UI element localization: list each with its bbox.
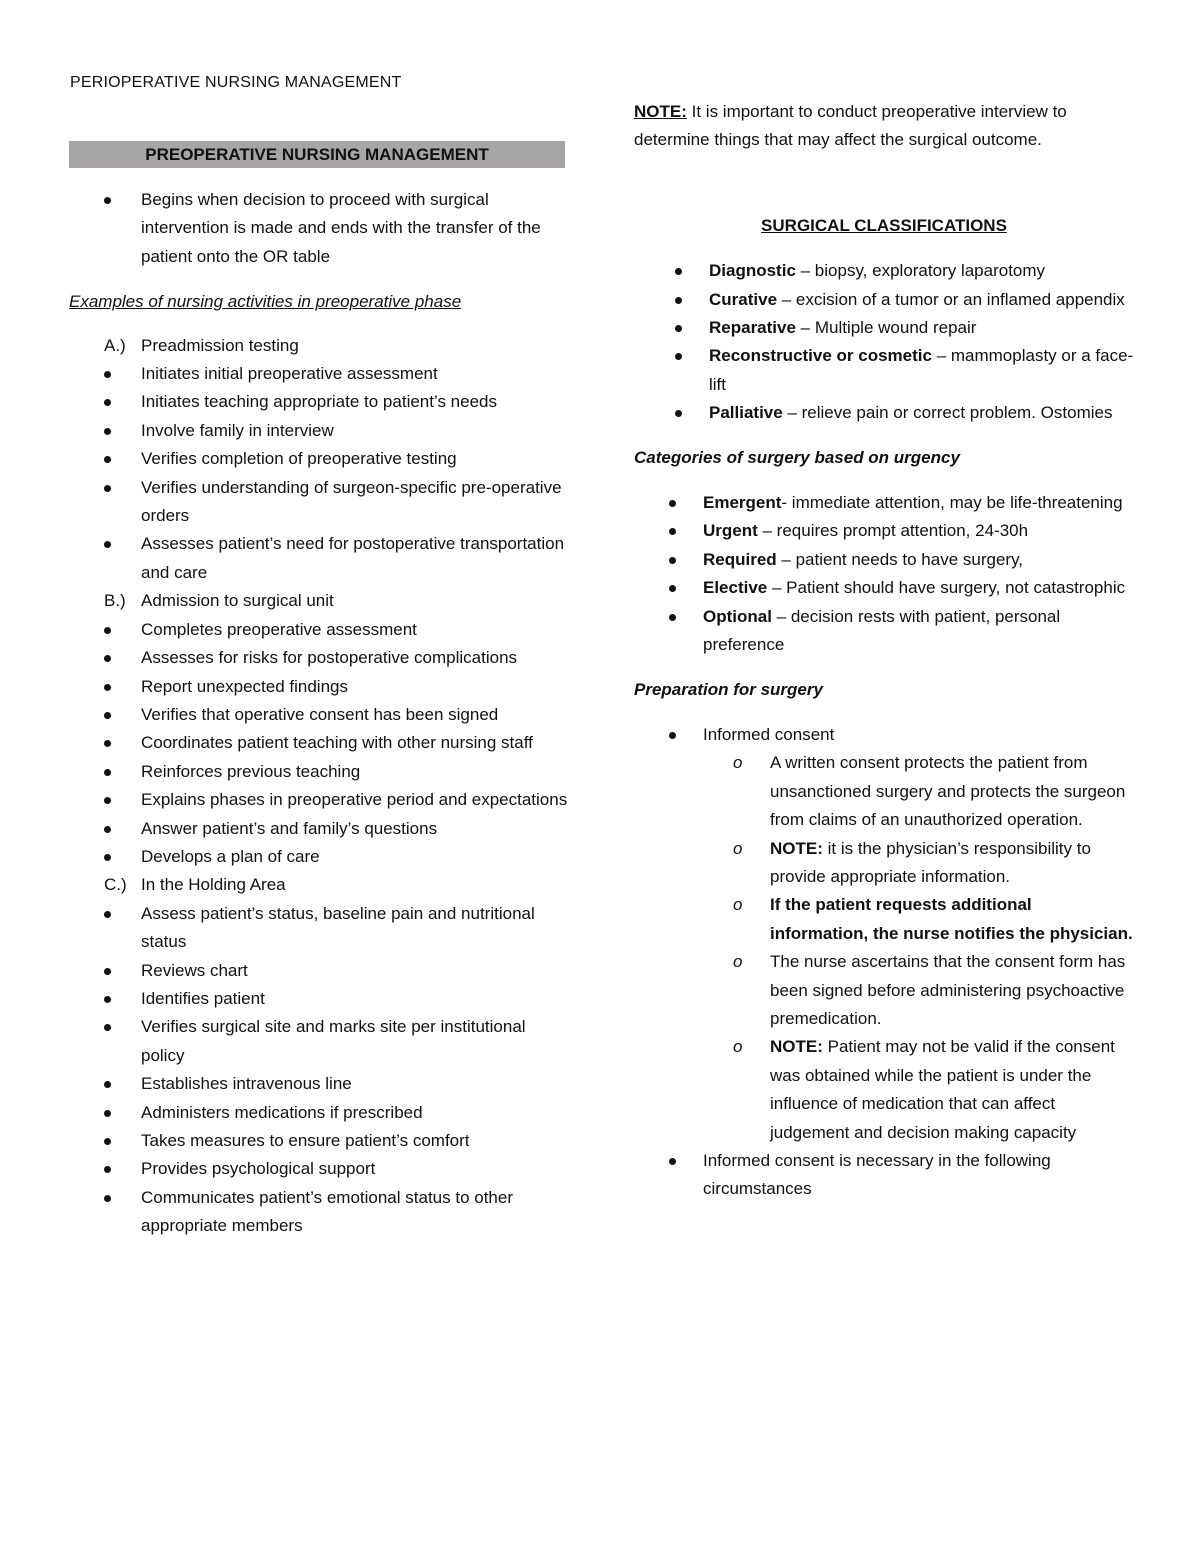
examples-heading: Examples of nursing activities in preoperative phase <box>69 292 462 312</box>
urgency-item: Required – patient needs to have surgery, <box>628 546 1134 574</box>
group-title: Preadmission testing <box>141 335 299 355</box>
urgency-item: Emergent- immediate attention, may be life-threatening <box>628 489 1134 517</box>
group-title: In the Holding Area <box>141 875 286 895</box>
bullet-icon <box>675 353 682 360</box>
circle-bullet-icon: o <box>733 753 743 773</box>
prep-list <box>628 721 1134 1204</box>
bullet-icon <box>104 1166 111 1173</box>
sub-item: o The nurse ascertains that the consent form has been signed before administering psychoactive premedication. <box>628 948 1134 1033</box>
urgency-heading: Categories of surgery based on urgency <box>634 447 960 467</box>
circle-bullet-icon: o <box>733 1037 743 1057</box>
list-item: Verifies that operative consent has been signed <box>69 701 569 729</box>
bullet-icon <box>675 268 682 275</box>
bullet-icon <box>104 399 111 406</box>
group-marker: A.) <box>104 335 126 355</box>
bullet-icon <box>104 854 111 861</box>
bullet-icon <box>104 1110 111 1117</box>
bullet-icon <box>104 655 111 662</box>
group-marker: B.) <box>104 591 126 611</box>
sub-item: o If the patient requests additional information, the nurse notifies the physician. <box>628 891 1134 948</box>
group-heading <box>69 332 569 360</box>
circle-bullet-icon: o <box>733 895 743 915</box>
bullet-icon <box>669 500 676 507</box>
bullet-icon <box>104 684 111 691</box>
note-label: NOTE: <box>634 102 687 121</box>
list-item: Assesses for risks for postoperative complications <box>69 644 569 672</box>
bullet-icon <box>104 371 111 378</box>
list-item: Develops a plan of care <box>69 843 569 871</box>
list-item: Takes measures to ensure patient’s comfort <box>69 1127 569 1155</box>
list-item: Involve family in interview <box>69 417 569 445</box>
list-item: Initiates teaching appropriate to patient’s needs <box>69 388 569 416</box>
classification-item: Reparative – Multiple wound repair <box>634 314 1134 342</box>
bullet-icon <box>669 528 676 535</box>
group-marker: C.) <box>104 875 127 895</box>
circle-bullet-icon: o <box>733 838 743 858</box>
sub-item: o A written consent protects the patient from unsanctioned surgery and protects the surgeon from claims of an unauthorized operation. <box>628 749 1134 834</box>
note-text: It is important to conduct preoperative interview to determine things that may affect the surgical outcome. <box>634 102 1067 150</box>
right-column <box>634 98 1134 1204</box>
bullet-icon <box>104 456 111 463</box>
list-item: Coordinates patient teaching with other nursing staff <box>69 729 569 757</box>
sub-item: o NOTE: it is the physician’s responsibility to provide appropriate information. <box>628 835 1134 892</box>
bullet-icon <box>669 557 676 564</box>
bullet-icon <box>104 197 111 204</box>
circle-bullet-icon: o <box>733 952 743 972</box>
activity-groups <box>69 332 569 1241</box>
classifications-title: SURGICAL CLASSIFICATIONS <box>761 215 1007 235</box>
list-item: Verifies completion of preoperative testing <box>69 445 569 473</box>
list-item: Completes preoperative assessment <box>69 616 569 644</box>
page-header-title: PERIOPERATIVE NURSING MANAGEMENT <box>70 74 402 91</box>
left-column <box>69 186 569 1241</box>
bullet-icon <box>104 826 111 833</box>
urgency-item: Optional – decision rests with patient, personal preference <box>628 603 1134 660</box>
list-item: Assesses patient’s need for postoperative transportation and care <box>69 530 569 587</box>
bullet-icon <box>669 732 676 739</box>
note-block <box>634 98 1134 155</box>
classification-item: Curative – excision of a tumor or an inflamed appendix <box>634 286 1134 314</box>
intro-text: Begins when decision to proceed with surgical intervention is made and ends with the transfer of the patient onto the OR table <box>141 190 541 266</box>
list-item: Initiates initial preoperative assessment <box>69 360 569 388</box>
bullet-icon <box>104 797 111 804</box>
group-title: Admission to surgical unit <box>141 591 334 611</box>
bullet-icon <box>675 325 682 332</box>
urgency-item: Elective – Patient should have surgery, not catastrophic <box>628 574 1134 602</box>
list-item: Verifies surgical site and marks site per institutional policy <box>69 1013 569 1070</box>
bullet-icon <box>675 410 682 417</box>
list-item: Explains phases in preoperative period and expectations <box>69 786 569 814</box>
bullet-icon <box>104 712 111 719</box>
classifications-list <box>634 257 1134 427</box>
list-item: Identifies patient <box>69 985 569 1013</box>
bullet-icon <box>669 614 676 621</box>
list-item: Report unexpected findings <box>69 673 569 701</box>
bullet-icon <box>104 1195 111 1202</box>
bullet-icon <box>675 297 682 304</box>
list-item: Assess patient’s status, baseline pain and nutritional status <box>69 900 569 957</box>
bullet-icon <box>104 627 111 634</box>
prep-heading: Preparation for surgery <box>634 679 823 699</box>
classification-item: Reconstructive or cosmetic – mammoplasty or a face-lift <box>634 342 1134 399</box>
bullet-icon <box>104 1138 111 1145</box>
urgency-list <box>628 489 1134 659</box>
list-item: Administers medications if prescribed <box>69 1099 569 1127</box>
bullet-icon <box>104 740 111 747</box>
sub-item: o NOTE: Patient may not be valid if the consent was obtained while the patient is under the influence of medication that can affect judgement and decision making capacity <box>628 1033 1134 1147</box>
intro-item <box>69 186 569 271</box>
bullet-icon <box>669 1158 676 1165</box>
bullet-icon <box>669 585 676 592</box>
urgency-item: Urgent – requires prompt attention, 24-30h <box>628 517 1134 545</box>
list-item: Provides psychological support <box>69 1155 569 1183</box>
group-heading <box>69 587 569 615</box>
bullet-icon <box>104 769 111 776</box>
bullet-icon <box>104 996 111 1003</box>
list-item: Reviews chart <box>69 957 569 985</box>
bullet-icon <box>104 968 111 975</box>
bullet-icon <box>104 485 111 492</box>
list-item: Reinforces previous teaching <box>69 758 569 786</box>
group-heading <box>69 871 569 899</box>
section-title-preoperative: PREOPERATIVE NURSING MANAGEMENT <box>69 141 565 168</box>
bullet-icon <box>104 1081 111 1088</box>
list-item: Verifies understanding of surgeon-specific pre-operative orders <box>69 474 569 531</box>
bullet-icon <box>104 1024 111 1031</box>
classification-item: Palliative – relieve pain or correct problem. Ostomies <box>634 399 1134 427</box>
prep-item-circumstances: Informed consent is necessary in the following circumstances <box>628 1147 1134 1204</box>
list-item: Answer patient’s and family’s questions <box>69 815 569 843</box>
prep-item-informed-consent: Informed consent <box>628 721 1134 749</box>
bullet-icon <box>104 911 111 918</box>
classification-item: Diagnostic – biopsy, exploratory laparotomy <box>634 257 1134 285</box>
list-item: Establishes intravenous line <box>69 1070 569 1098</box>
list-item: Communicates patient’s emotional status to other appropriate members <box>69 1184 569 1241</box>
bullet-icon <box>104 541 111 548</box>
bullet-icon <box>104 428 111 435</box>
